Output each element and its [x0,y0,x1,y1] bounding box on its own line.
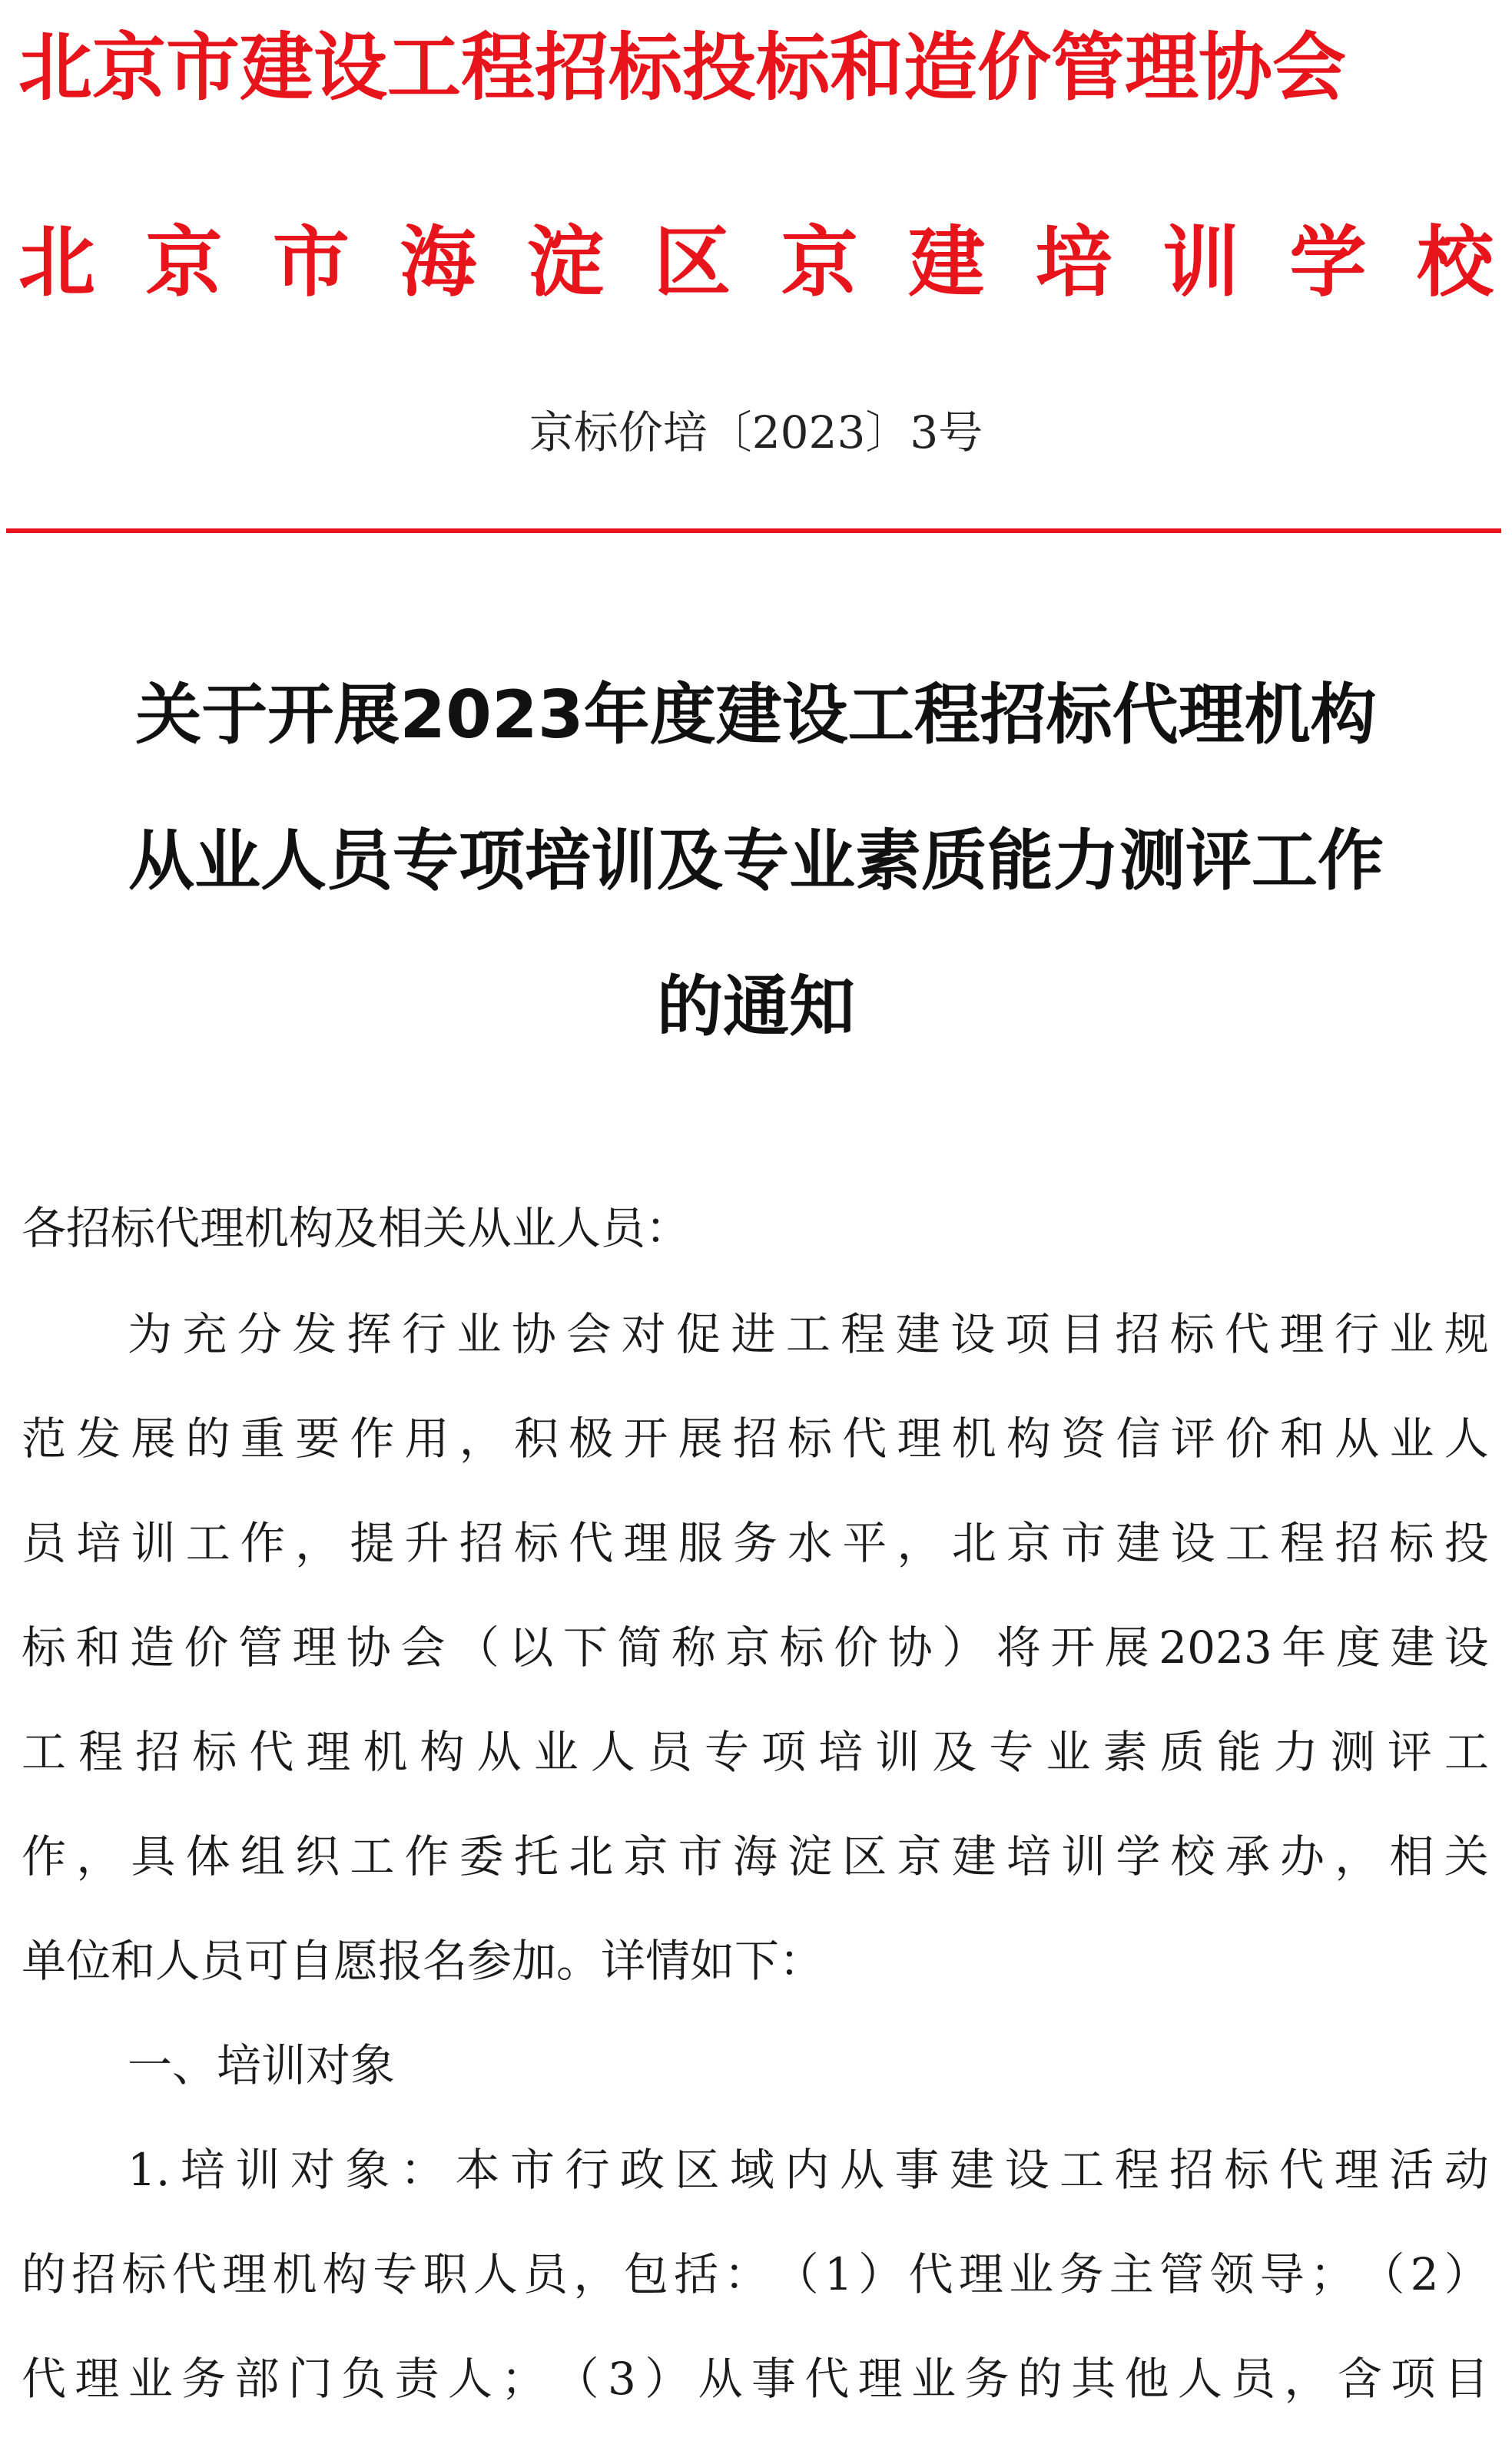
red-divider-line [6,528,1501,533]
notice-title-line-2: 从业人员专项培训及专业素质能力测评工作 [128,823,1384,899]
section-heading: 一、培训对象 [128,2039,396,2091]
notice-title-line-1: 关于开展2023年度建设工程招标代理机构 [135,677,1377,753]
issuer-name-association: 北京市建设工程招标投标和造价管理协会 [18,25,1346,111]
paragraph-line: 标 和 造 价 管 理 协 会 （ 以 下 简 称 京 标 价 协 ） 将 开 展 2023 年 度 建 设 [22,1621,1489,1674]
paragraph-line: 工 程 招 标 代 理 机 构 从 业 人 员 专 项 培 训 及 专 业 素 质 能 力 测 评 工 [22,1726,1489,1778]
paragraph-line: 员 培 训 工 作 ， 提 升 招 标 代 理 服 务 水 平 ， 北 京 市 建 设 工 程 招 标 投 [22,1517,1489,1569]
issuer-name-school: 北 京 市 海 淀 区 京 建 培 训 学 校 [18,217,1494,307]
paragraph-line: 为 充 分 发 挥 行 业 协 会 对 促 进 工 程 建 设 项 目 招 标 代 理 行 业 规 [128,1308,1489,1360]
paragraph-line: 单位和人员可自愿报名参加。详情如下： [22,1935,824,1987]
paragraph-line: 的 招 标 代 理 机 构 专 职 人 员 ， 包 括 ： （ 1 ） 代 理 业 务 主 管 领 导 ； （ 2 ） [22,2248,1489,2300]
paragraph-line: 范 发 展 的 重 要 作 用 ， 积 极 开 展 招 标 代 理 机 构 资 信 评 价 和 从 业 人 [22,1412,1489,1465]
document-number: 京标价培〔2023〕3号 [529,406,983,459]
paragraph-line: 作 ， 具 体 组 织 工 作 委 托 北 京 市 海 淀 区 京 建 培 训 学 校 承 办 ， 相 关 [22,1830,1489,1883]
salutation: 各招标代理机构及相关从业人员： [22,1202,691,1254]
paragraph-line: 代 理 业 务 部 门 负 责 人 ； （ 3 ） 从 事 代 理 业 务 的 其 他 人 员 ， 含 项 目 [22,2353,1489,2405]
notice-title-line-3: 的通知 [657,969,855,1045]
paragraph-line: 1. 培 训 对 象 ： 本 市 行 政 区 域 内 从 事 建 设 工 程 招 标 代 理 活 动 [128,2144,1489,2196]
